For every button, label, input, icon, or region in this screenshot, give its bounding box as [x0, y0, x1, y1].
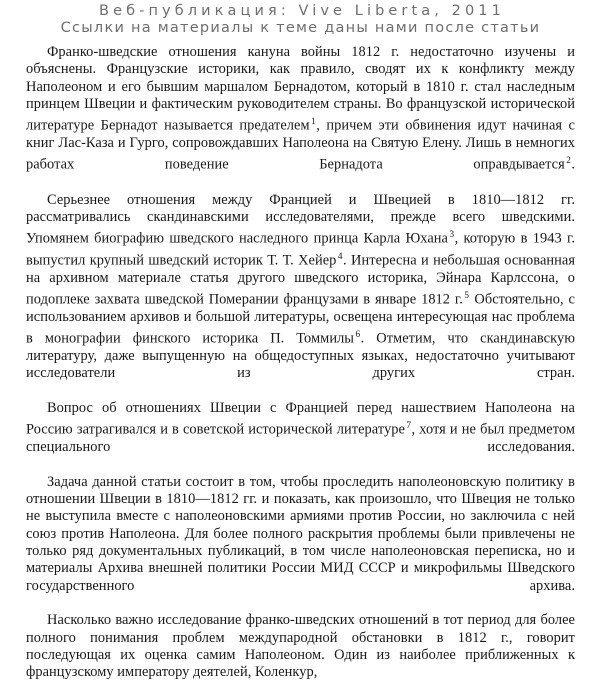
- paragraph-2-text-c: . Интересна и небольшая основанная на архивном материале статья другого шведского историка, Эйнара Карлссона, о подоплеке захвата шведской Померании французами в январе 1812 г.: [26, 252, 575, 308]
- paragraph-1-text-c: .: [571, 156, 575, 173]
- footnote-marker-6: 6: [355, 329, 361, 340]
- publication-header-line-1: Веб-публикация: Vive Liberta, 2011: [99, 3, 505, 19]
- paragraph-3: [26, 400, 575, 474]
- paragraph-1: [26, 44, 575, 192]
- paragraph-5: [26, 612, 575, 681]
- paragraph-1-text-a: Франко-шведские отношения кануна войны 1812 г. недостаточно изучены и объяснены. Французские историки, как правило, сводят их к конфликту между Наполеоном и его бывшим маршалом Бернадотом, который в 1810 г. стал наследным принцем Швеции и фактическим руководителем страны. Во французской исторической литературе Бернадот называется предателем: [26, 44, 575, 134]
- publication-header: [0, 0, 600, 37]
- paragraph-4: [26, 474, 575, 613]
- footnote-marker-2: 2: [566, 155, 571, 166]
- footnote-marker-7: 7: [406, 420, 411, 431]
- paragraph-2-text-a: Серьезнее отношения между Францией и Швецией в 1810—1812 гг. рассматривались скандинавскими исследователями, прежде всего шведскими. Упомянем биографию шведского наследного принца Карла Юхана: [26, 191, 575, 247]
- paragraph-4-text: Задача данной статьи состоит в том, чтобы проследить наполеоновскую политику в отношении Швеции в 1810—1812 гг. и показать, как произошло, что Швеция не только не выступила вместе с наполеоновскими армиями против России, но заключила с ней союз против Наполеона. Для более полного раскрытия проблемы были привлечены не только ряд документальных публикаций, в том числе наполеоновская переписка, но и материалы Архива внешней политики России МИД СССР и микрофильмы Шведского государственного архива.: [26, 473, 575, 594]
- footnote-marker-3: 3: [449, 229, 455, 240]
- footnote-marker-1: 1: [311, 116, 316, 127]
- footnote-marker-4: 4: [337, 250, 343, 261]
- article-body: [26, 44, 575, 681]
- paragraph-5-text: Насколько важно исследование франко-шведских отношений в тот период для более полного понимания проблем междупародной обстановки в 1812 г., говорит последующая их оценка самим Наполеоном. Один из наиболее приближенных к французскому императору деятелей, Коленкур,: [26, 612, 575, 681]
- paragraph-2-text-b: , которую в 1943 г. выпустил крупный шведский историк Т. Т. Хейер: [26, 230, 575, 269]
- publication-header-line-2: Ссылки на материалы к теме даны нами после статьи: [60, 20, 541, 36]
- footnote-marker-5: 5: [464, 290, 469, 301]
- paragraph-3-text-b: , хотя и не был предметом специального исследования.: [26, 421, 575, 456]
- paragraph-2-text-d: Обстоятельно, с использованием архивов и большой литературы, освещена интересующая нас проблема в монографии финского историка П. Томмилы: [26, 291, 575, 347]
- paragraph-2-text-e: . Отметим, что скандинавскую литературу, даже выпущенную на общедоступных языках, недостаточно учитывают исследователи из других стран.: [26, 330, 575, 382]
- paragraph-3-text-a: Вопрос об отношениях Швеции с Францией перед нашествием Наполеона на Россию затрагивался и в советской исторической литературе: [26, 399, 575, 438]
- paragraph-2: [26, 192, 575, 400]
- paragraph-1-text-b: , причем эти обвинения идут начиная с книг Лас-Каза и Гурго, сопровождавших Наполеона на Святую Елену. Лишь в немногих работах поведение Бернадота оправдывается: [26, 117, 575, 173]
